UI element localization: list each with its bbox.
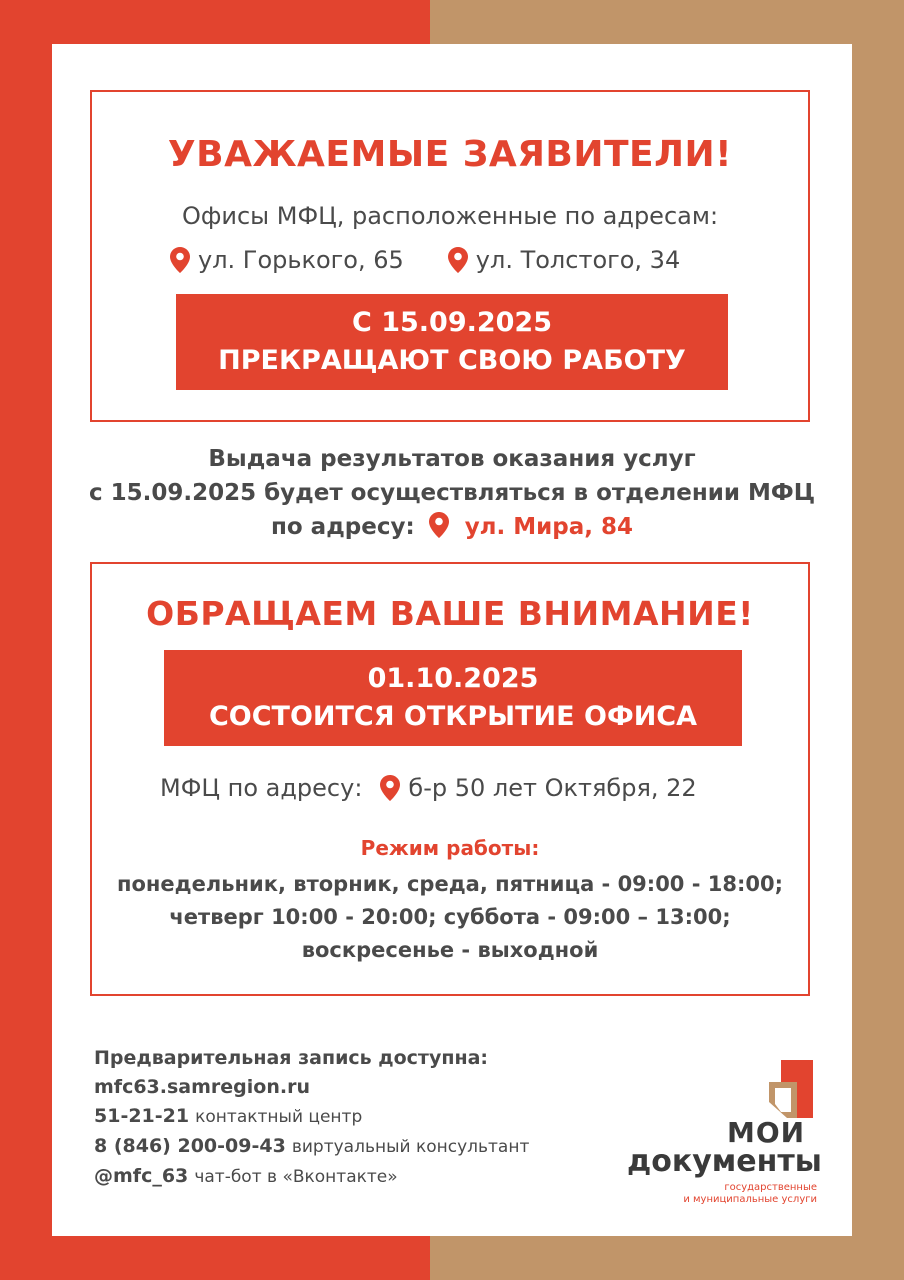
footer-bot-label: чат-бот в «Вконтакте» <box>194 1167 398 1187</box>
logo-text-moi: МОИ <box>727 1116 806 1149</box>
results-line1: Выдача результатов оказания услуг <box>208 446 696 472</box>
results-address: ул. Мира, 84 <box>464 514 634 540</box>
results-line2: с 15.09.2025 будет осуществляться в отделении МФЦ <box>88 480 816 506</box>
footer-title: Предварительная запись доступна: <box>94 1047 489 1069</box>
closure-notice-frame <box>90 90 810 422</box>
location-pin-icon <box>170 247 190 273</box>
new-office-address-row <box>160 774 697 802</box>
poster-sheet <box>52 44 852 1236</box>
offices-intro: Офисы МФЦ, расположенные по адресам: <box>181 202 719 230</box>
location-pin-icon <box>380 775 400 801</box>
closure-date: С 15.09.2025 <box>351 307 553 338</box>
results-address-prefix: по адресу: <box>270 514 415 540</box>
logo-sub-line1: государственные <box>724 1182 817 1193</box>
moi-dokumenty-logo <box>627 1058 827 1208</box>
hours-title: Режим работы: <box>360 836 540 860</box>
attention-heading: ОБРАЩАЕМ ВАШЕ ВНИМАНИЕ! <box>146 594 754 633</box>
footer-site-link[interactable]: mfc63.samregion.ru <box>94 1076 310 1098</box>
results-line3 <box>52 510 852 544</box>
address-row-closing <box>170 246 680 274</box>
closure-banner <box>176 294 728 390</box>
address-tolstogo: ул. Толстого, 34 <box>475 246 681 274</box>
new-office-prefix: МФЦ по адресу: <box>160 774 363 802</box>
opening-banner <box>164 650 742 746</box>
location-pin-icon <box>429 512 449 538</box>
address-gorkogo: ул. Горького, 65 <box>198 246 404 274</box>
footer-phone1[interactable]: 51-21-21 <box>94 1105 190 1127</box>
location-pin-icon <box>448 247 468 273</box>
footer-phone1-label: контактный центр <box>195 1107 363 1127</box>
results-block <box>52 442 852 544</box>
opening-text: СОСТОИТСЯ ОТКРЫТИЕ ОФИСА <box>208 701 698 732</box>
hours-line1: понедельник, вторник, среда, пятница - 09:00 - 18:00; <box>116 872 784 896</box>
logo-subtitle <box>683 1182 817 1206</box>
notice-heading: УВАЖАЕМЫЕ ЗАЯВИТЕЛИ! <box>167 134 733 175</box>
footer-phone2[interactable]: 8 (846) 200-09-43 <box>94 1135 286 1157</box>
footer-contacts <box>94 1044 529 1192</box>
logo-text-dokumenty: документы <box>627 1144 822 1179</box>
footer-phone2-label: виртуальный консультант <box>291 1137 530 1157</box>
footer-bot[interactable]: @mfc_63 <box>94 1165 189 1187</box>
opening-date: 01.10.2025 <box>367 663 539 694</box>
closure-text: ПРЕКРАЩАЮТ СВОЮ РАБОТУ <box>218 345 686 376</box>
new-office-address: б-р 50 лет Октября, 22 <box>408 774 697 802</box>
opening-notice-frame <box>90 562 810 996</box>
hours-block <box>92 868 808 967</box>
moi-dokumenty-logo-icon <box>767 1058 815 1120</box>
hours-line2: четверг 10:00 - 20:00; суббота - 09:00 – 13:00; <box>169 905 731 929</box>
hours-line3: воскресенье - выходной <box>301 938 599 962</box>
logo-sub-line2: и муниципальные услуги <box>683 1194 817 1205</box>
